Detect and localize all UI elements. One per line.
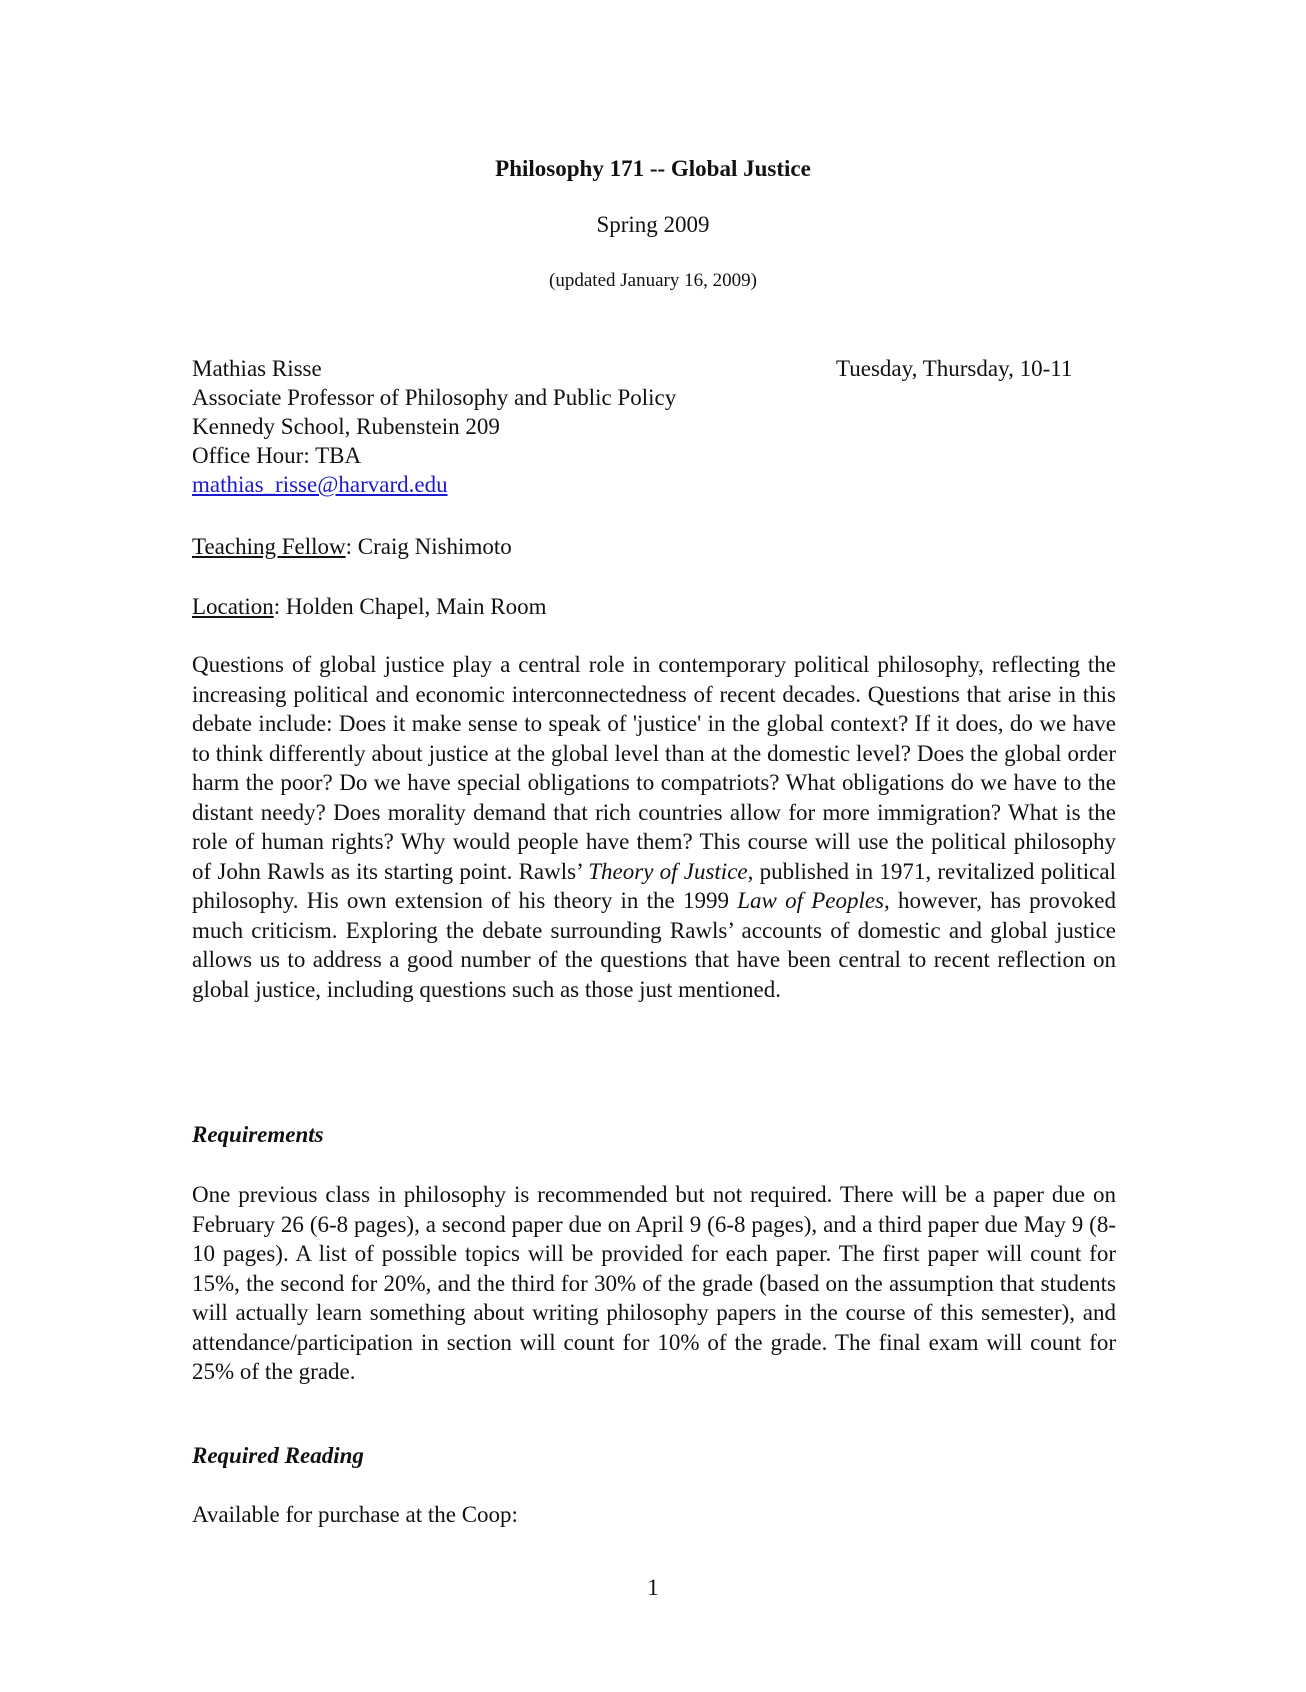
instructor-info xyxy=(192,354,676,499)
instructor-office: Kennedy School, Rubenstein 209 xyxy=(192,414,500,439)
book-title-theory-of-justice: Theory of Justice, xyxy=(588,858,754,884)
teaching-fellow-label: Teaching Fellow xyxy=(192,534,346,559)
instructor-position: Associate Professor of Philosophy and Public Policy xyxy=(192,385,677,410)
book-title-law-of-peoples: Law of Peoples xyxy=(737,888,885,913)
instructor-email-link[interactable]: mathias_risse@harvard.edu xyxy=(192,472,448,497)
course-title: Philosophy 171 -- Global Justice xyxy=(495,156,811,181)
requirements-heading: Requirements xyxy=(192,1122,324,1147)
course-description: Questions of global justice play a central role in contemporary political philosophy, reflecting the increasing political and economic interconnectedness of recent decades. Questions that arise in this debate include: Does it make sense to speak of 'justice' in the global context? If it does, do we have to think differently about justice at the global level than at the domestic level? Does the global order harm the poor? Do we have special obligations to compatriots? What obligations do we have to the distant needy? Does morality demand that rich countries allow for more immigration? What is the role of human rights? Why would people have them? This course will use the political philosophy of John Rawls as its starting point. Rawls’ Theory of Justice, published in 1971, revitalized political philosophy. His own extension of his theory in the 1999 Law of Peoples, however, has provoked much criticism. Exploring the debate surrounding Rawls’ accounts of domestic and global justice allows us to address a good number of the questions that have been central to recent reflection on global justice, including questions such as those just mentioned. xyxy=(192,652,1116,1002)
page-number: 1 xyxy=(647,1575,659,1600)
instructor-office-hour: Office Hour: TBA xyxy=(192,443,362,468)
teaching-fellow xyxy=(192,532,512,561)
location-value: : Holden Chapel, Main Room xyxy=(273,594,547,619)
instructor-name: Mathias Risse xyxy=(192,356,322,381)
requirements-text: One previous class in philosophy is recommended but not required. There will be a paper due on February 26 (6-8 pages), a second paper due on April 9 (6-8 pages), and a third paper due May 9 (8-10 pages). A list of possible topics will be provided for each paper. The first paper will count for 15%, the second for 20%, and the third for 30% of the grade (based on the assumption that students will actually learn something about writing philosophy papers in the course of this semester), and attendance/participation in section will count for 10% of the grade. The final exam will count for 25% of the grade. xyxy=(192,1182,1116,1384)
class-schedule: Tuesday, Thursday, 10-11 xyxy=(836,356,1073,381)
course-term: Spring 2009 xyxy=(596,212,710,237)
required-reading-text: Available for purchase at the Coop: xyxy=(192,1502,518,1527)
required-reading-heading: Required Reading xyxy=(192,1443,364,1468)
updated-date: (updated January 16, 2009) xyxy=(549,270,757,291)
teaching-fellow-value: : Craig Nishimoto xyxy=(345,534,512,559)
location xyxy=(192,592,547,621)
location-label: Location xyxy=(192,594,274,619)
